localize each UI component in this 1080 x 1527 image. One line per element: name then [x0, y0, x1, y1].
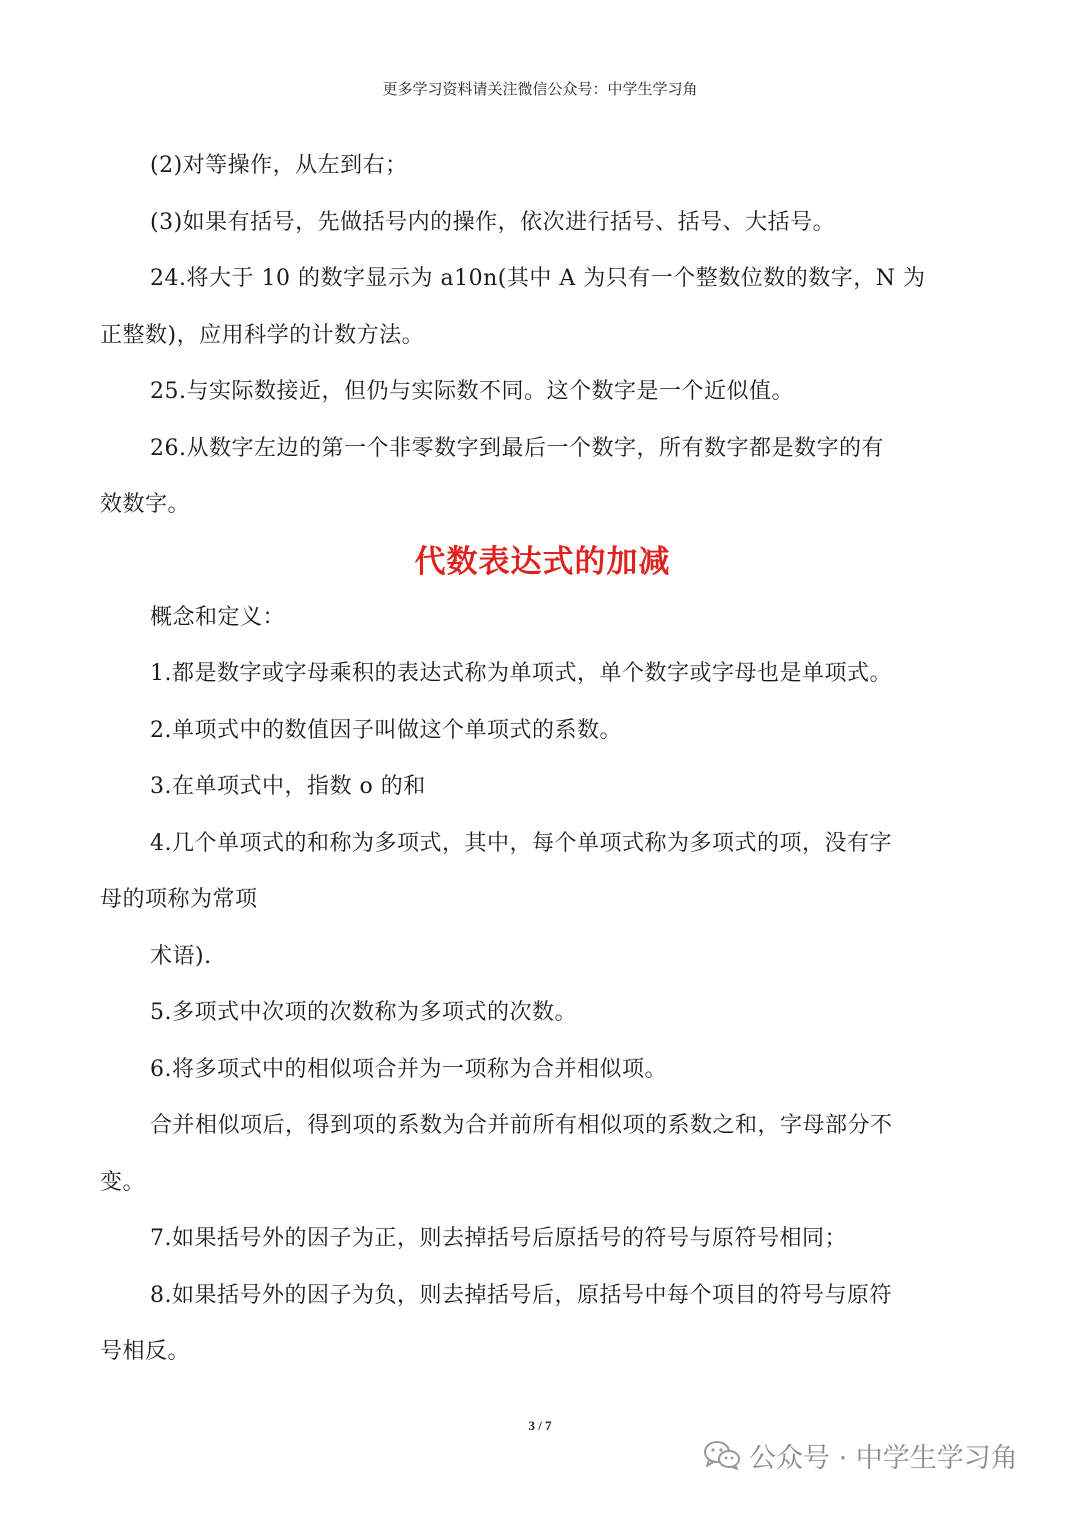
paragraph-line: 5.多项式中次项的次数称为多项式的次数。: [150, 1000, 577, 1025]
paragraph-line: 母的项称为常项: [100, 887, 258, 912]
wechat-watermark: [703, 1433, 1018, 1477]
paragraph-line: 术语).: [150, 943, 212, 969]
paragraph-line: 变。: [100, 1169, 146, 1195]
page-header: 更多学习资料请关注微信公众号：中学生学习角: [382, 80, 698, 98]
paragraph-line: 4.几个单项式的和称为多项式，其中，每个单项式称为多项式的项，没有字: [150, 830, 892, 856]
paragraph-line: 25.与实际数接近，但仍与实际数不同。这个数字是一个近似值。: [150, 379, 794, 404]
paragraph-line: (3)如果有括号，先做括号内的操作，依次进行括号、括号、大括号。: [150, 209, 836, 235]
paragraph-line: 号相反。: [100, 1339, 191, 1364]
paragraph-line: 26.从数字左边的第一个非零数字到最后一个数字，所有数字都是数字的有: [150, 435, 884, 461]
paragraph-line: (2)对等操作，从左到右；: [150, 153, 408, 178]
paragraph-line: 概念和定义：: [150, 604, 286, 630]
watermark-text: 公众号 · 中学生学习角: [749, 1442, 1018, 1474]
paragraph-line: 效数字。: [100, 492, 191, 517]
section-title: 代数表达式的加减: [414, 543, 671, 580]
paragraph-line: 1.都是数字或字母乘积的表达式称为单项式，单个数字或字母也是单项式。: [150, 661, 892, 686]
paragraph-line: 6.将多项式中的相似项合并为一项称为合并相似项。: [150, 1056, 667, 1082]
paragraph-line: 3.在单项式中，指数 o 的和: [150, 774, 426, 799]
paragraph-line: 正整数)，应用科学的计数方法。: [100, 322, 425, 348]
paragraph-line: 7.如果括号外的因子为正，则去掉括号后原括号的符号与原符号相同；: [150, 1226, 847, 1251]
wechat-icon: [703, 1440, 741, 1470]
paragraph-line: 合并相似项后，得到项的系数为合并前所有相似项的系数之和，字母部分不: [150, 1113, 893, 1138]
page-number: 3 / 7: [528, 1418, 552, 1433]
paragraph-line: 2.单项式中的数值因子叫做这个单项式的系数。: [150, 717, 622, 743]
document-body: [100, 138, 985, 1381]
paragraph-line: 8.如果括号外的因子为负，则去掉括号后，原括号中每个项目的符号与原符: [150, 1282, 892, 1308]
paragraph-line: 24.将大于 10 的数字显示为 a10n(其中 A 为只有一个整数位数的数字，N 为: [150, 266, 926, 291]
